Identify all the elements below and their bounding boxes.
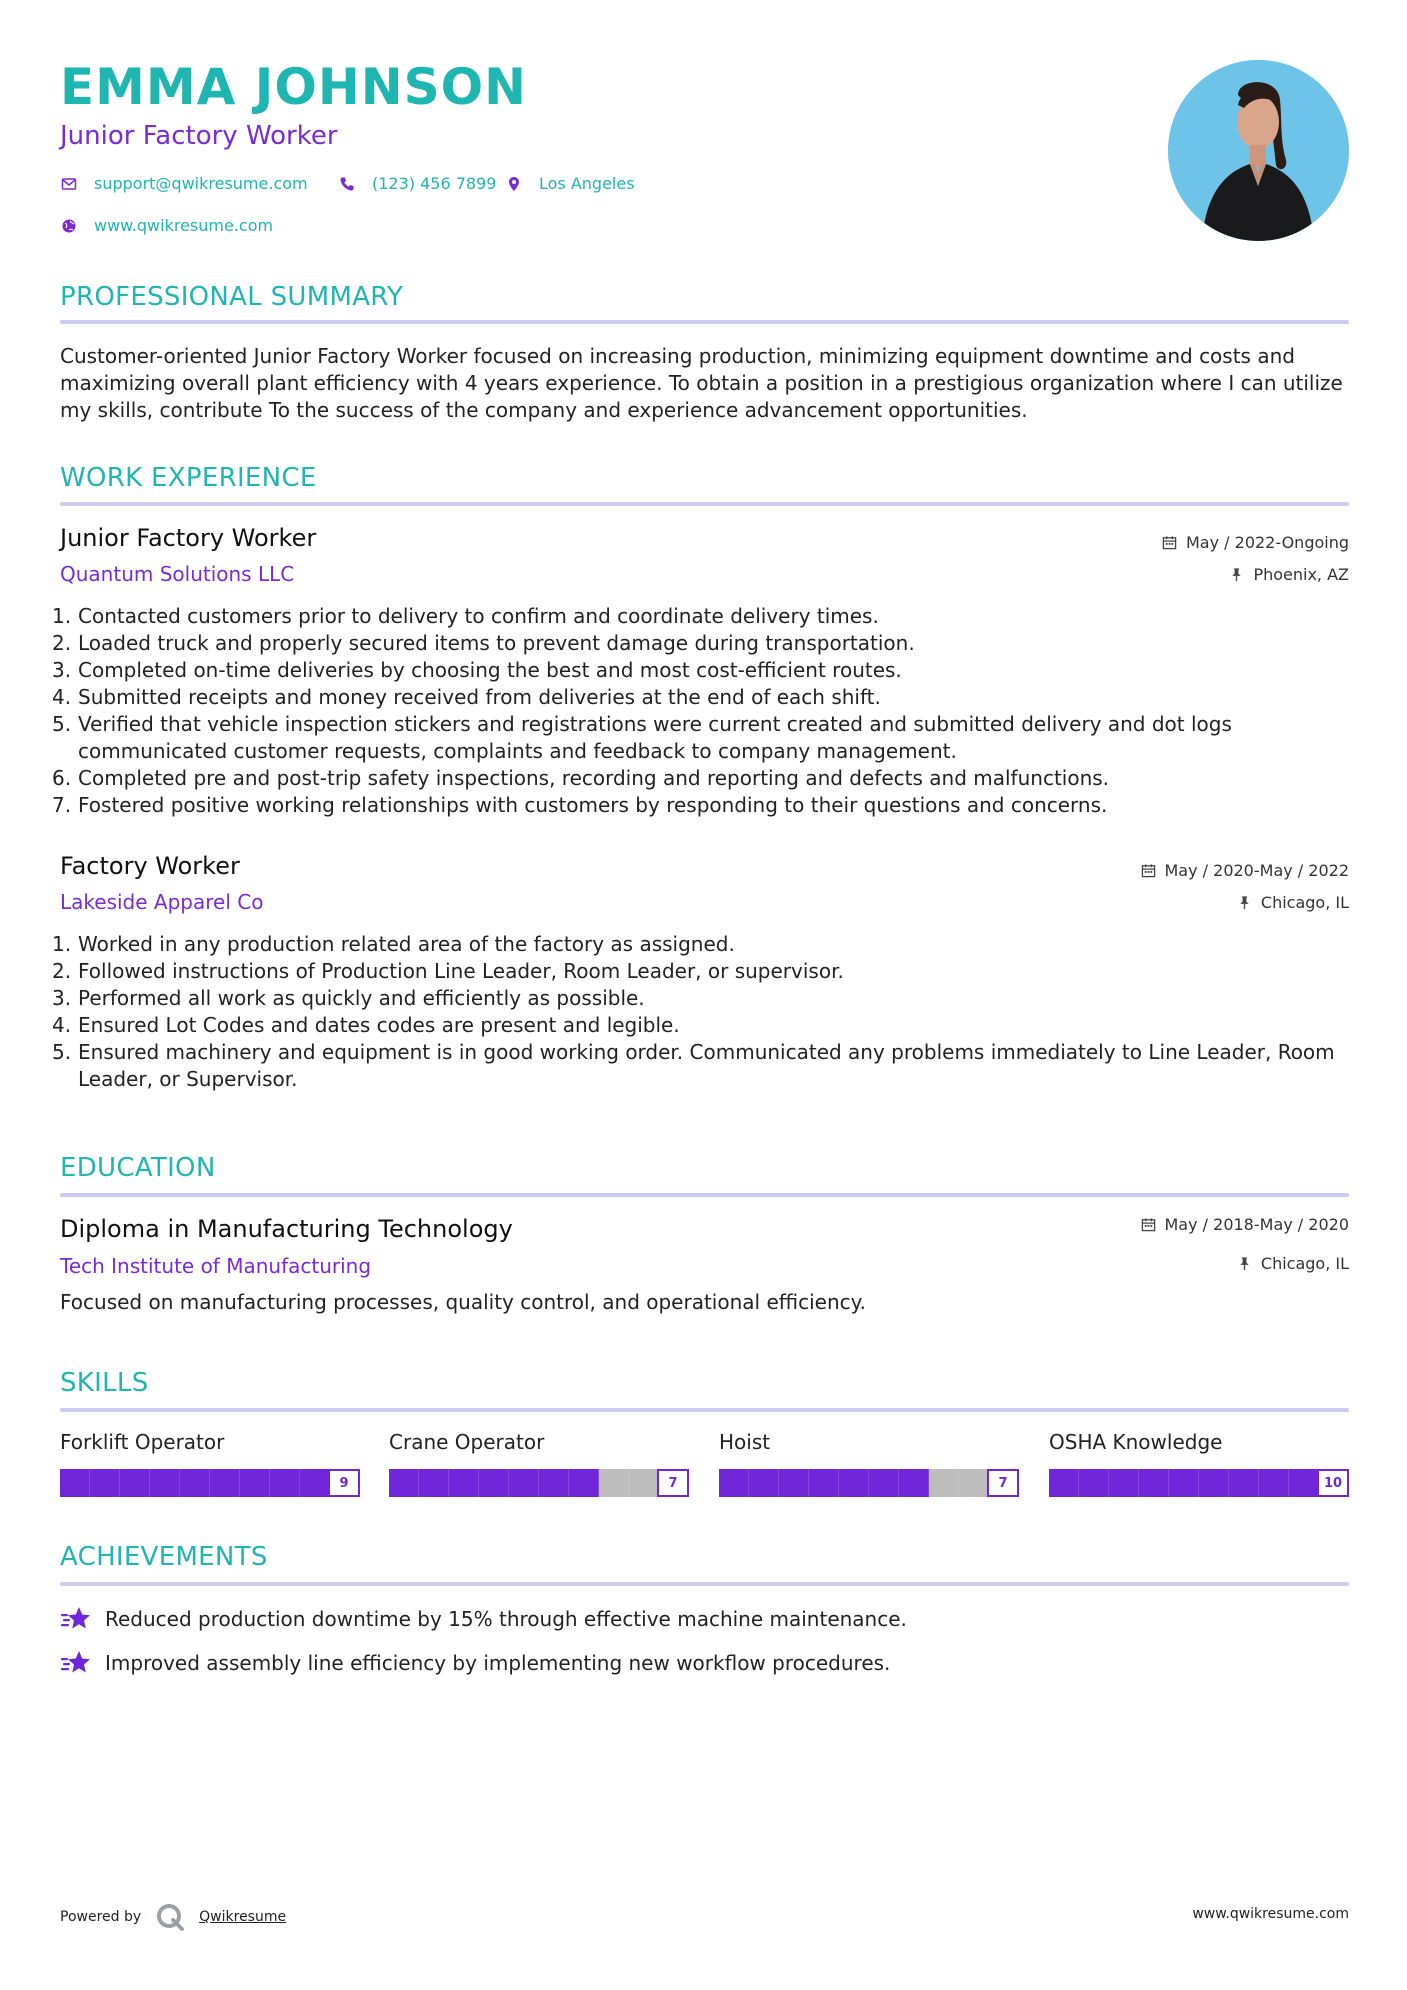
list-item: 7. Fostered positive working relationships with customers by responding to their questions and concerns. [52,793,1108,817]
email-text[interactable]: support@qwikresume.com [94,174,308,193]
skill-level-segment [779,1469,809,1497]
list-item: 3. Completed on-time deliveries by choosing the best and most cost-efficient routes. [52,658,902,682]
skill-item [719,1430,1019,1497]
calendar-icon [1141,1217,1157,1233]
skill-level-segment [869,1469,899,1497]
shooting-star-icon [60,1604,92,1634]
qwikresume-logo-icon [155,1902,185,1932]
location-text: Los Angeles [539,174,635,193]
education-dates [1141,1215,1350,1234]
skill-level-segment [599,1469,629,1497]
list-item: 1. Contacted customers prior to delivery to confirm and coordinate delivery times. [52,604,879,628]
skill-level-badge: 7 [987,1469,1019,1497]
skill-level-segment [270,1469,300,1497]
skill-level-segment [1049,1469,1079,1497]
skill-level-segment [389,1469,419,1497]
skill-item [60,1430,360,1497]
list-item: 2. Followed instructions of Production Line Leader, Room Leader, or supervisor. [52,959,844,983]
email-icon [60,175,78,193]
website-text[interactable]: www.qwikresume.com [94,216,274,235]
skill-level-bar [60,1469,360,1497]
job-location-text: Phoenix, AZ [1253,565,1349,584]
skill-level-segment [1139,1469,1169,1497]
footer-powered-by [60,1902,286,1932]
skill-level-segment [210,1469,240,1497]
job-dates-text: May / 2020-May / 2022 [1164,861,1349,880]
section-divider [60,1408,1349,1412]
skill-level-segment [1199,1469,1229,1497]
skill-level-segment [479,1469,509,1497]
brand-link[interactable]: Qwikresume [199,1909,287,1925]
achievement-text: Reduced production downtime by 15% through effective machine maintenance. [105,1607,907,1631]
pushpin-icon [1229,567,1245,583]
job-duties-list [52,931,1352,1093]
education-location-text: Chicago, IL [1260,1254,1349,1273]
skill-item [389,1430,689,1497]
skill-level-bar [389,1469,689,1497]
skill-level-segment [240,1469,270,1497]
calendar-icon [1141,863,1157,879]
job-company: Quantum Solutions LLC [60,562,295,586]
calendar-icon [1162,535,1178,551]
skills-section-title: SKILLS [60,1368,149,1398]
section-divider [60,1193,1349,1197]
phone-icon [338,175,356,193]
education-section-title: EDUCATION [60,1153,216,1183]
skill-item [1049,1430,1349,1497]
list-item: 3. Performed all work as quickly and efficiently as possible. [52,986,645,1010]
skill-level-badge: 7 [657,1469,689,1497]
skill-name: Crane Operator [389,1430,545,1454]
list-item: 4. Submitted receipts and money received from deliveries at the end of each shift. [52,685,881,709]
achievement-item [60,1648,890,1678]
skill-level-segment [629,1469,659,1497]
globe-icon [60,217,78,235]
shooting-star-icon [60,1648,92,1678]
skill-level-segment [60,1469,90,1497]
skill-level-segment [569,1469,599,1497]
summary-section-title: PROFESSIONAL SUMMARY [60,282,404,312]
location-pin-icon [505,175,523,193]
summary-text: Customer-oriented Junior Factory Worker focused on increasing production, minimizing equipment downtime and costs and maximizing overall plant efficiency with 4 years experience. To obtain a position in a prestigious organization where I can utilize my skills, contribute To the success of the company and experience advancement opportunities. [60,344,1343,422]
section-divider [60,502,1349,506]
job-company: Lakeside Apparel Co [60,890,264,914]
job-dates [1162,533,1349,552]
skill-level-segment [1109,1469,1139,1497]
skill-name: Forklift Operator [60,1430,225,1454]
job-duties-list [52,603,1352,819]
skill-level-bar [1049,1469,1349,1497]
education-description: Focused on manufacturing processes, quality control, and operational efficiency. [60,1290,866,1314]
skill-level-bar [719,1469,1019,1497]
skill-level-segment [180,1469,210,1497]
contact-email[interactable] [60,174,308,193]
section-divider [60,320,1349,324]
skill-level-segment [809,1469,839,1497]
skill-level-track [389,1469,689,1497]
skill-level-segment [509,1469,539,1497]
skill-level-segment [1259,1469,1289,1497]
skill-level-segment [749,1469,779,1497]
candidate-name: EMMA JOHNSON [60,58,527,116]
candidate-role: Junior Factory Worker [60,121,338,151]
achievement-item [60,1604,907,1634]
skill-level-segment [300,1469,330,1497]
skill-name: OSHA Knowledge [1049,1430,1223,1454]
pushpin-icon [1237,895,1253,911]
list-item: 4. Ensured Lot Codes and dates codes are present and legible. [52,1013,680,1037]
skill-level-segment [839,1469,869,1497]
degree-title: Diploma in Manufacturing Technology [60,1215,513,1243]
pushpin-icon [1237,1256,1253,1272]
skill-level-segment [1289,1469,1319,1497]
achievements-section-title: ACHIEVEMENTS [60,1542,268,1572]
job-dates-text: May / 2022-Ongoing [1186,533,1349,552]
skill-level-segment [419,1469,449,1497]
list-item: 5. Ensured machinery and equipment is in good working order. Communicated any problems immediately to Line Leader, Room Leader, or Supervisor. [52,1040,1335,1091]
powered-by-label: Powered by [60,1909,142,1925]
contact-location [505,174,635,193]
list-item: 6. Completed pre and post-trip safety inspections, recording and reporting and defects and malfunctions. [52,766,1110,790]
skill-level-segment [449,1469,479,1497]
education-dates-text: May / 2018-May / 2020 [1164,1215,1349,1234]
contact-website[interactable] [60,216,273,235]
skill-level-segment [120,1469,150,1497]
skill-level-segment [1169,1469,1199,1497]
job-location-text: Chicago, IL [1260,893,1349,912]
skill-level-track [60,1469,360,1497]
job-location [1237,893,1349,912]
job-location [1229,565,1349,584]
footer-website[interactable]: www.qwikresume.com [1192,1906,1349,1922]
job-title: Junior Factory Worker [60,524,317,552]
list-item: 2. Loaded truck and properly secured items to prevent damage during transportation. [52,631,915,655]
skill-level-segment [719,1469,749,1497]
job-title: Factory Worker [60,852,240,880]
list-item: 1. Worked in any production related area of the factory as assigned. [52,932,735,956]
skill-level-badge: 10 [1317,1469,1349,1497]
job-dates [1141,861,1350,880]
experience-section-title: WORK EXPERIENCE [60,463,317,493]
skill-level-segment [899,1469,929,1497]
skill-level-segment [1229,1469,1259,1497]
phone-text[interactable]: (123) 456 7899 [372,174,497,193]
school-name: Tech Institute of Manufacturing [60,1254,372,1278]
skill-level-segment [929,1469,959,1497]
skill-level-track [719,1469,1019,1497]
contact-phone[interactable] [338,174,496,193]
skill-level-segment [539,1469,569,1497]
education-location [1237,1254,1349,1273]
skill-level-segment [1079,1469,1109,1497]
section-divider [60,1582,1349,1586]
skill-level-track [1049,1469,1349,1497]
skill-level-segment [90,1469,120,1497]
skill-level-badge: 9 [328,1469,360,1497]
skill-level-segment [150,1469,180,1497]
achievement-text: Improved assembly line efficiency by implementing new workflow procedures. [105,1651,891,1675]
skill-name: Hoist [719,1430,771,1454]
skill-level-segment [959,1469,989,1497]
list-item: 5. Verified that vehicle inspection stickers and registrations were current created and submitted delivery and dot logs communicated customer requests, complaints and feedback to company management. [52,712,1232,763]
profile-photo [1168,60,1349,241]
